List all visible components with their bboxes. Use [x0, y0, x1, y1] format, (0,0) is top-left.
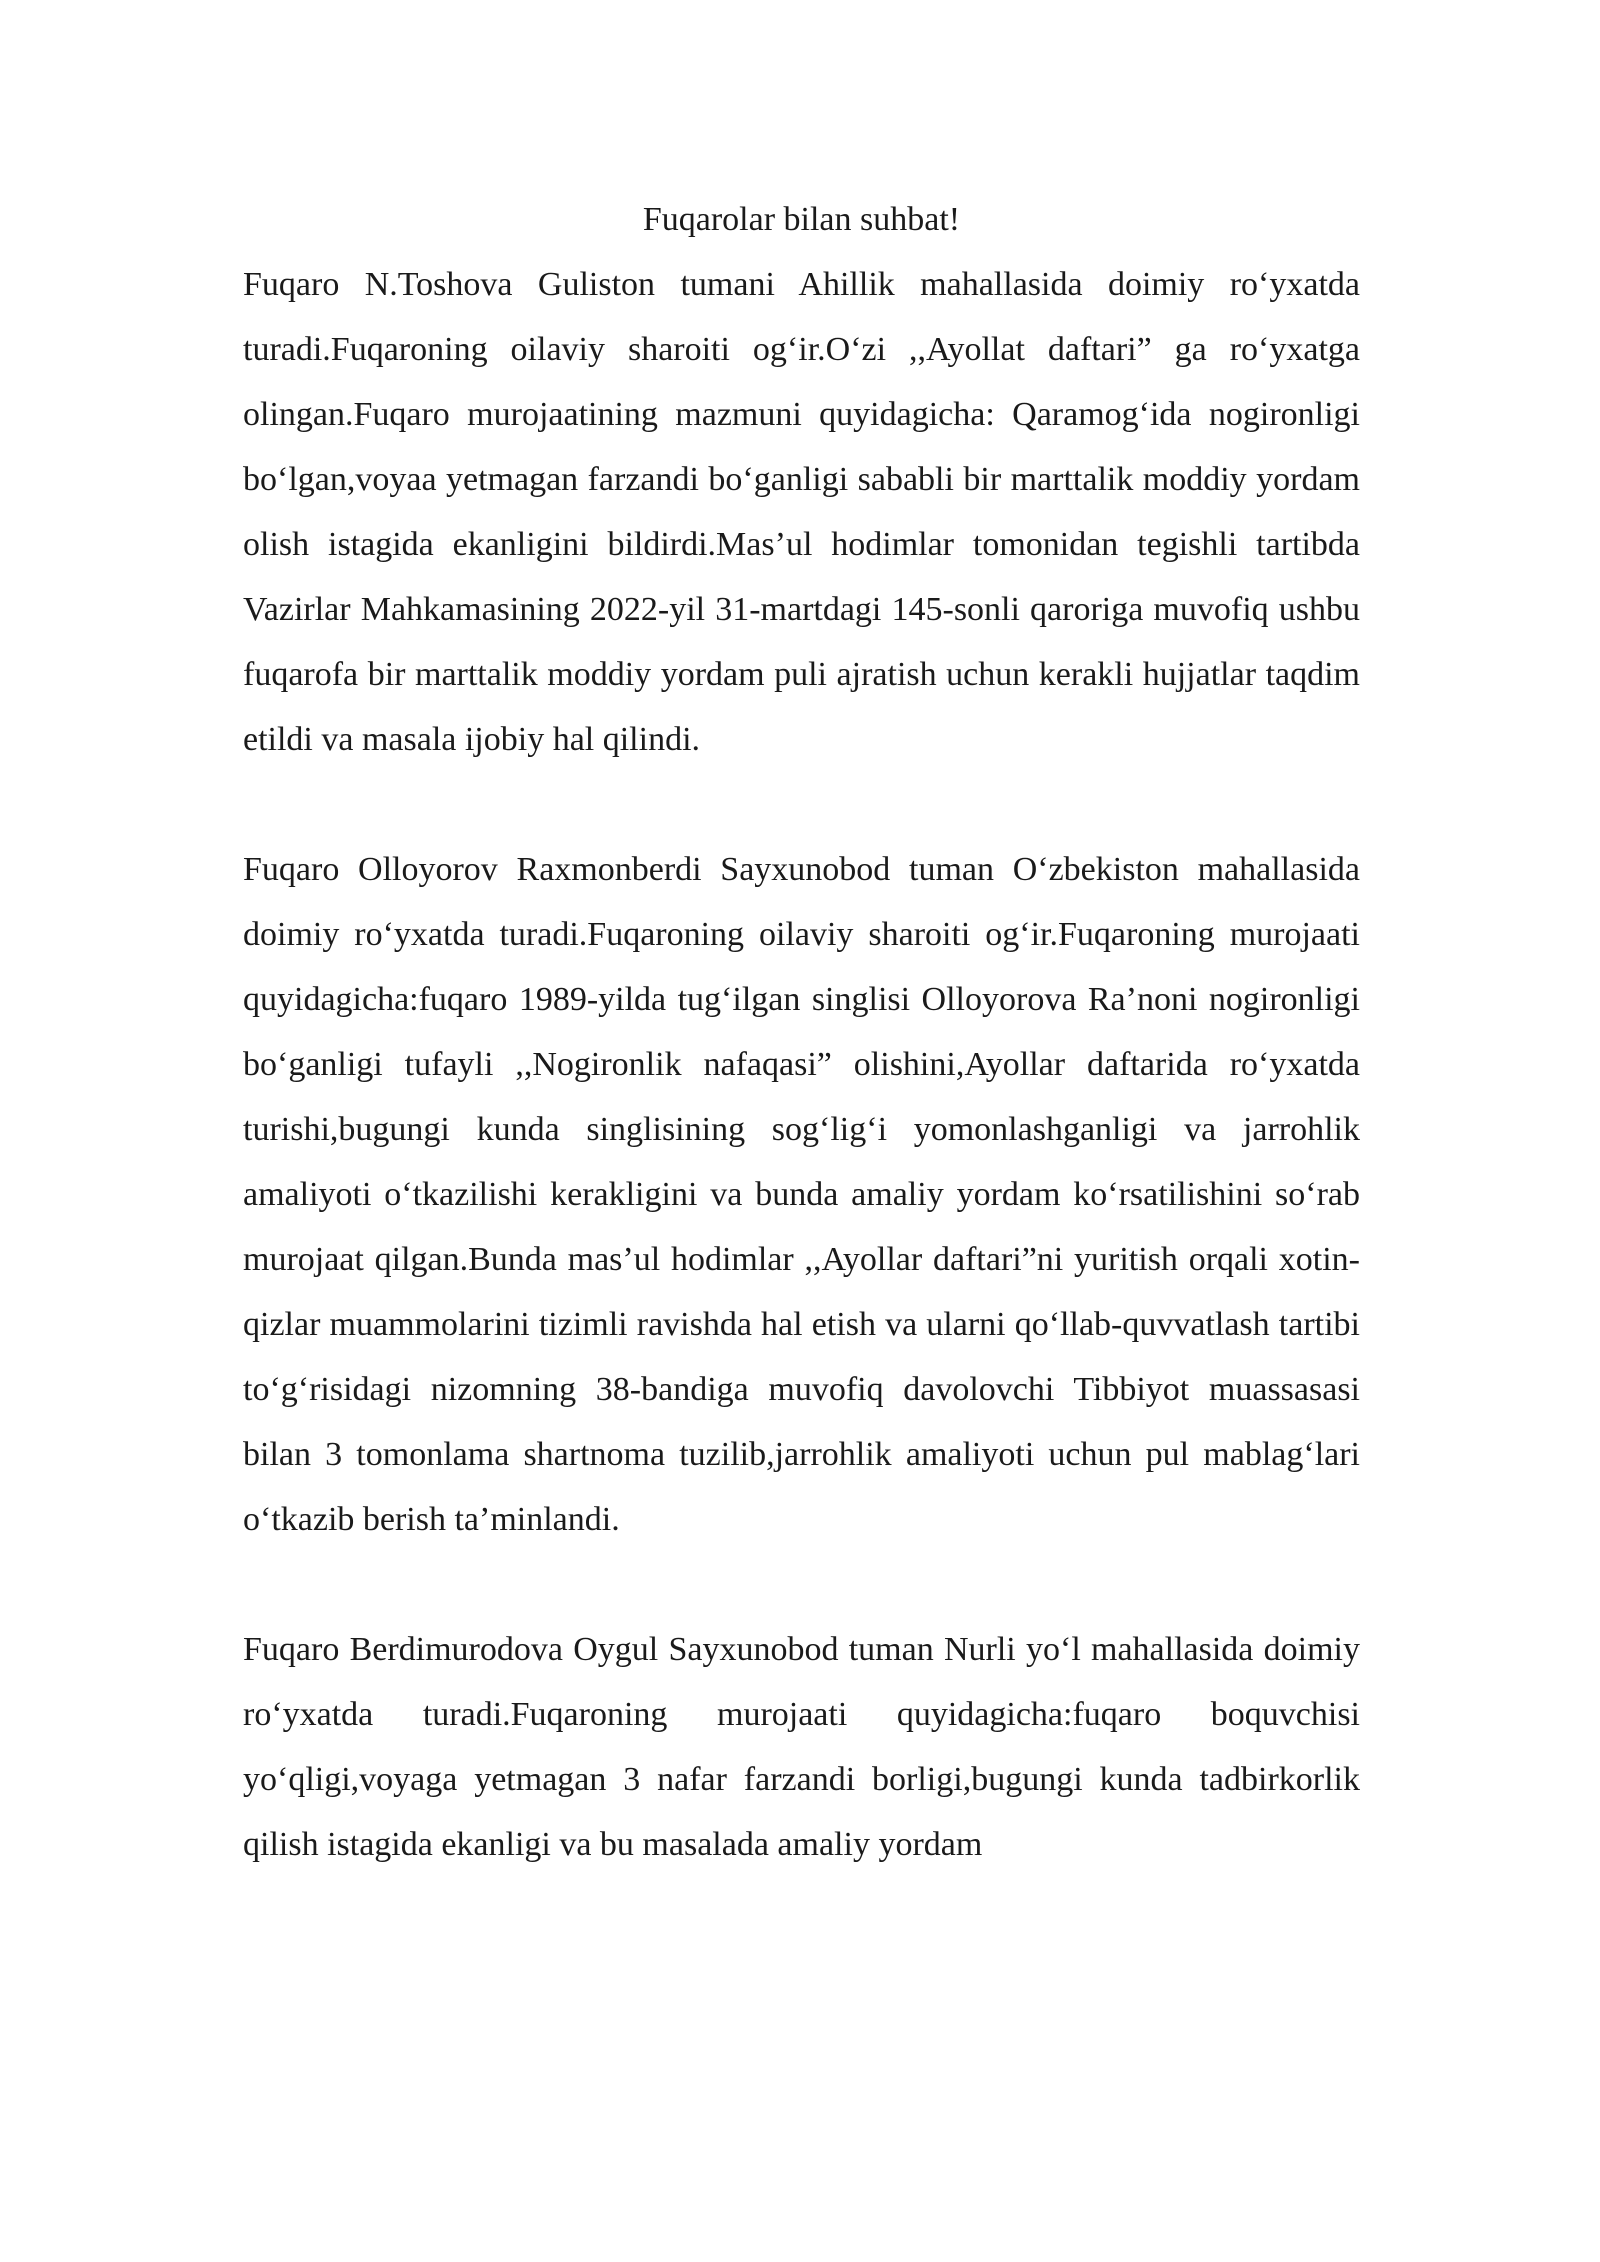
document-title: Fuqarolar bilan suhbat!: [642, 201, 961, 238]
paragraph-berdimurodova: Fuqaro Berdimurodova Oygul Sayxunobod tuman Nurli yo‘l mahallasida doimiy ro‘yxatda turadi.Fuqaroning murojaati quyidagicha:fuqaro boquvchisi yo‘qligi,voyaga yetmagan 3 nafar farzandi borligi,bugungi kunda tadbirkorlik qilish istagida ekanligi va bu masalada amaliy yordam: [243, 1631, 1360, 1863]
document-body: [243, 187, 1360, 1877]
paragraph-olloyorov: Fuqaro Olloyorov Raxmonberdi Sayxunobod tuman O‘zbekiston mahallasida doimiy ro‘yxatda turadi.Fuqaroning oilaviy sharoiti og‘ir.Fuqaroning murojaati quyidagicha:fuqaro 1989-yilda tug‘ilgan singlisi Olloyorova Ra’noni nogironligi bo‘ganligi tufayli ,,Nogironlik nafaqasi” olishini,Ayollar daftarida ro‘yxatda turishi,bugungi kunda singlisining sog‘lig‘i yomonlashganligi va jarrohlik amaliyoti o‘tkazilishi kerakligini va bunda amaliy yordam ko‘rsatilishini so‘rab murojaat qilgan.Bunda mas’ul hodimlar ,,Ayollar daftari”ni yuritish orqali xotin-qizlar muammolarini tizimli ravishda hal etish va ularni qo‘llab-quvvatlash tartibi to‘g‘risidagi nizomning 38-bandiga muvofiq davolovchi Tibbiyot muassasasi bilan 3 tomonlama shartnoma tuzilib,jarrohlik amaliyoti uchun pul mablag‘lari o‘tkazib berish ta’minlandi.: [243, 851, 1360, 1538]
paragraph-toshova: Fuqaro N.Toshova Guliston tumani Ahillik mahallasida doimiy ro‘yxatda turadi.Fuqaroning oilaviy sharoiti og‘ir.O‘zi ,,Ayollat daftari” ga ro‘yxatga olingan.Fuqaro murojaatining mazmuni quyidagicha: Qaramog‘ida nogironligi bo‘lgan,voyaa yetmagan farzandi bo‘ganligi sababli bir marttalik moddiy yordam olish istagida ekanligini bildirdi.Mas’ul hodimlar tomonidan tegishli tartibda Vazirlar Mahkamasining 2022-yil 31-martdagi 145-sonli qaroriga muvofiq ushbu fuqarofa bir marttalik moddiy yordam puli ajratish uchun kerakli hujjatlar taqdim etildi va masala ijobiy hal qilindi.: [243, 266, 1360, 758]
